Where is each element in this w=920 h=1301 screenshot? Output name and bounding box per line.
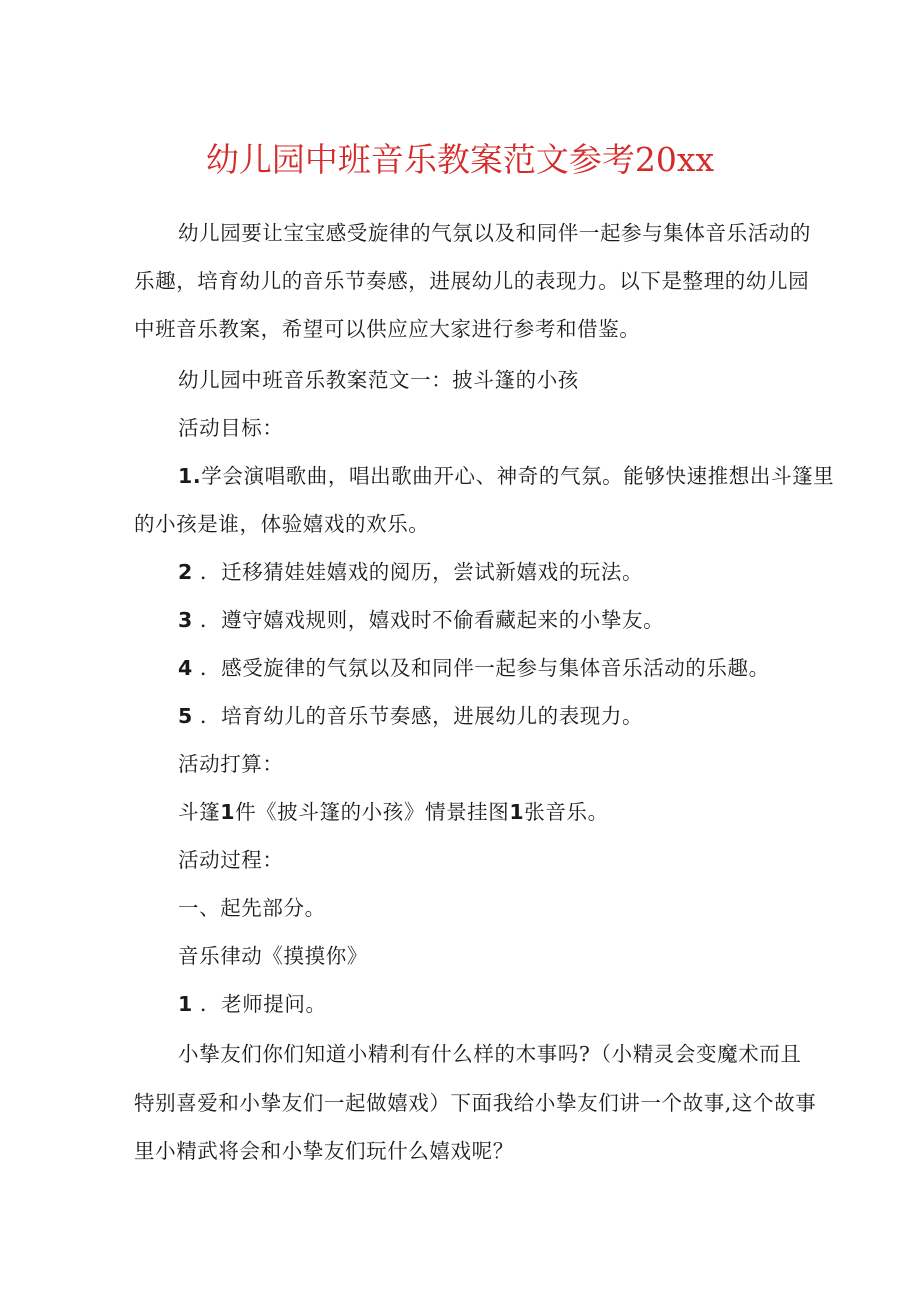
prep-heading: 活动打算： [178, 752, 284, 776]
goal-item-1-cont: 的小孩是谁，体验嬉戏的欢乐。 [134, 512, 430, 536]
intro-line-3: 中班音乐教案，希望可以供应应大家进行参考和借鉴。 [134, 317, 641, 341]
goal-item-3 [178, 605, 664, 635]
rhythm-activity: 音乐律动《摸摸你》 [178, 944, 368, 968]
prep-number-2: 1 [509, 800, 525, 824]
goals-heading: 活动目标： [178, 416, 284, 440]
intro-line-1: 幼儿园要让宝宝感受旋律的气氛以及和同伴一起参与集体音乐活动的 [178, 221, 811, 245]
process-heading: 活动过程： [178, 848, 284, 872]
story-line-3: 里小精武将会和小挚友们玩什么嬉戏呢？ [134, 1139, 514, 1163]
story-line-1: 小挚友们你们知道小精利有什么样的木事吗?（小精灵会变魔术而且 [178, 1042, 802, 1066]
goal-number: 1. [178, 464, 202, 488]
goal-text: ．感受旋律的气氛以及和同伴一起参与集体音乐活动的乐趣。 [200, 656, 770, 680]
goal-item-4 [178, 653, 770, 683]
goal-item-1 [178, 461, 834, 491]
prep-line [178, 797, 609, 827]
section-heading: 幼儿园中班音乐教案范文一：披斗篷的小孩 [178, 368, 579, 392]
step-item-1 [178, 989, 327, 1019]
goal-item-2 [178, 557, 643, 587]
goal-number: 5 [178, 704, 193, 728]
goal-text: ．遵守嬉戏规则，嬉戏时不偷看藏起来的小挚友。 [200, 608, 665, 632]
part-one-heading: 一、起先部分。 [178, 896, 326, 920]
goal-item-5 [178, 701, 643, 731]
goal-number: 4 [178, 656, 193, 680]
goal-text: ．培育幼儿的音乐节奏感，进展幼儿的表现力。 [200, 704, 644, 728]
prep-text-a: 斗篷 [178, 800, 221, 824]
goal-number: 2 [178, 560, 193, 584]
step-text: ．老师提问。 [200, 992, 327, 1016]
document-title: 幼儿园中班音乐教案范文参考20xx [205, 140, 715, 179]
goal-number: 3 [178, 608, 193, 632]
story-line-2: 特别喜爱和小挚友们一起做嬉戏）下面我给小挚友们讲一个故事,这个故事 [134, 1091, 817, 1115]
prep-text-c: 张音乐。 [524, 800, 609, 824]
prep-text-b: 件《披斗篷的小孩》情景挂图 [235, 800, 510, 824]
intro-line-2: 乐趣，培育幼儿的音乐节奏感，进展幼儿的表现力。以下是整理的幼儿园 [134, 269, 810, 293]
prep-number-1: 1 [220, 800, 236, 824]
step-number: 1 [178, 992, 193, 1016]
goal-text: 学会演唱歌曲，唱出歌曲开心、神奇的气氛。能够快速推想出斗篷里 [201, 464, 835, 488]
goal-text: ．迁移猜娃娃嬉戏的阅历，尝试新嬉戏的玩法。 [200, 560, 644, 584]
